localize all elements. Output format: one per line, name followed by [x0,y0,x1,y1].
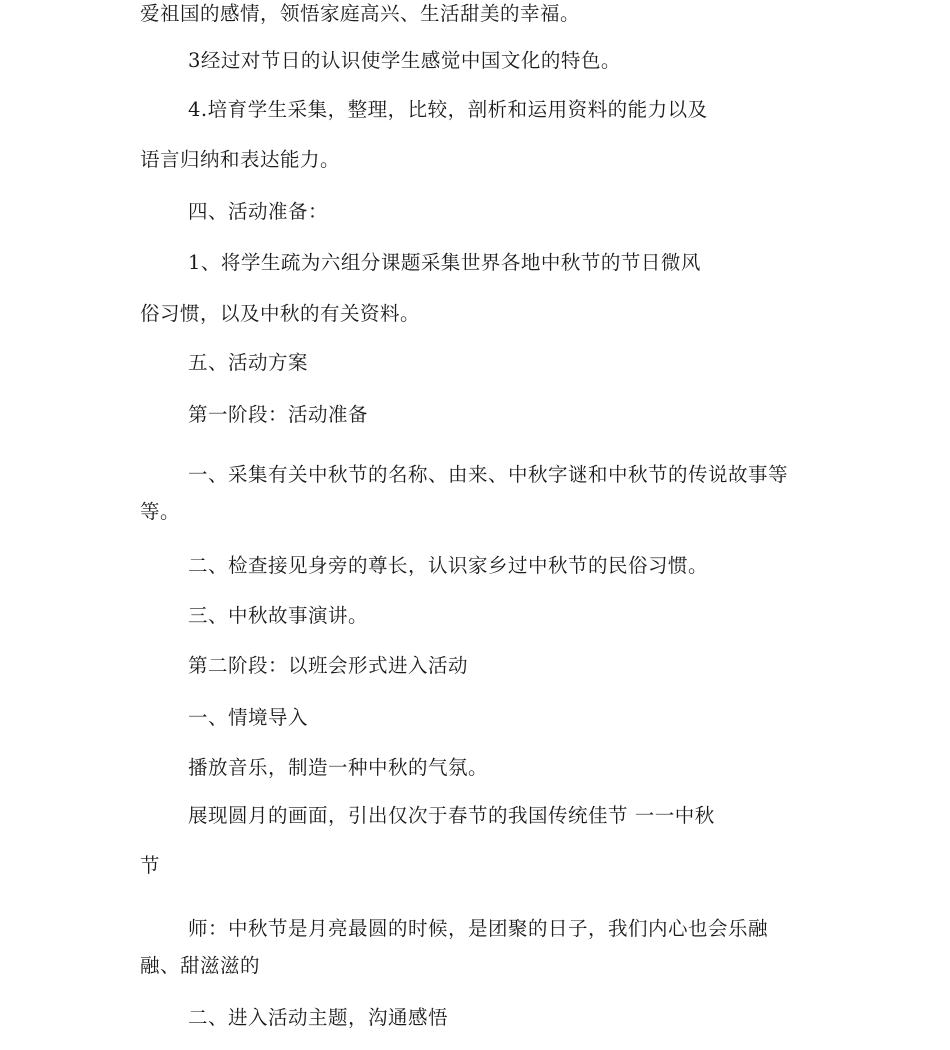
text-line: 3经过对节日的认识使学生感觉中国文化的特色。 [188,49,621,72]
stage-heading: 第一阶段：活动准备 [188,403,369,426]
text-line: 一、采集有关中秋节的名称、由来、中秋字谜和中秋节的传说故事等 [188,463,789,486]
text-line: 二、进入活动主题，沟通感悟 [188,1006,449,1029]
text-line: 俗习惯，以及中秋的有关资料。 [140,302,421,325]
section-heading: 四、活动准备： [188,200,329,223]
text-line: 播放音乐，制造一种中秋的气氛。 [188,756,489,779]
section-heading: 五、活动方案 [188,351,309,374]
text-line: 融、甜滋滋的 [140,954,261,977]
text-line: 一、情境导入 [188,706,309,729]
text-line: 1、将学生疏为六组分课题采集世界各地中秋节的节日微风 [188,251,701,274]
text-line: 节 [140,854,161,877]
text-line: 4.培育学生采集，整理，比较，剖析和运用资料的能力以及 [188,98,708,121]
text-line: 语言归纳和表达能力。 [140,148,341,171]
text-line: 展现圆月的画面，引出仅次于春节的我国传统佳节 一一中秋 [188,804,715,827]
text-line: 二、检查接见身旁的尊长，认识家乡过中秋节的民俗习惯。 [188,554,709,577]
text-line: 爱祖国的感情，领悟家庭高兴、生活甜美的幸福。 [140,2,581,25]
text-line: 等。 [140,500,181,523]
stage-heading: 第二阶段：以班会形式进入活动 [188,654,469,677]
text-line: 师：中秋节是月亮最圆的时候，是团聚的日子，我们内心也会乐融 [188,917,769,940]
text-line: 三、中秋故事演讲。 [188,604,369,627]
